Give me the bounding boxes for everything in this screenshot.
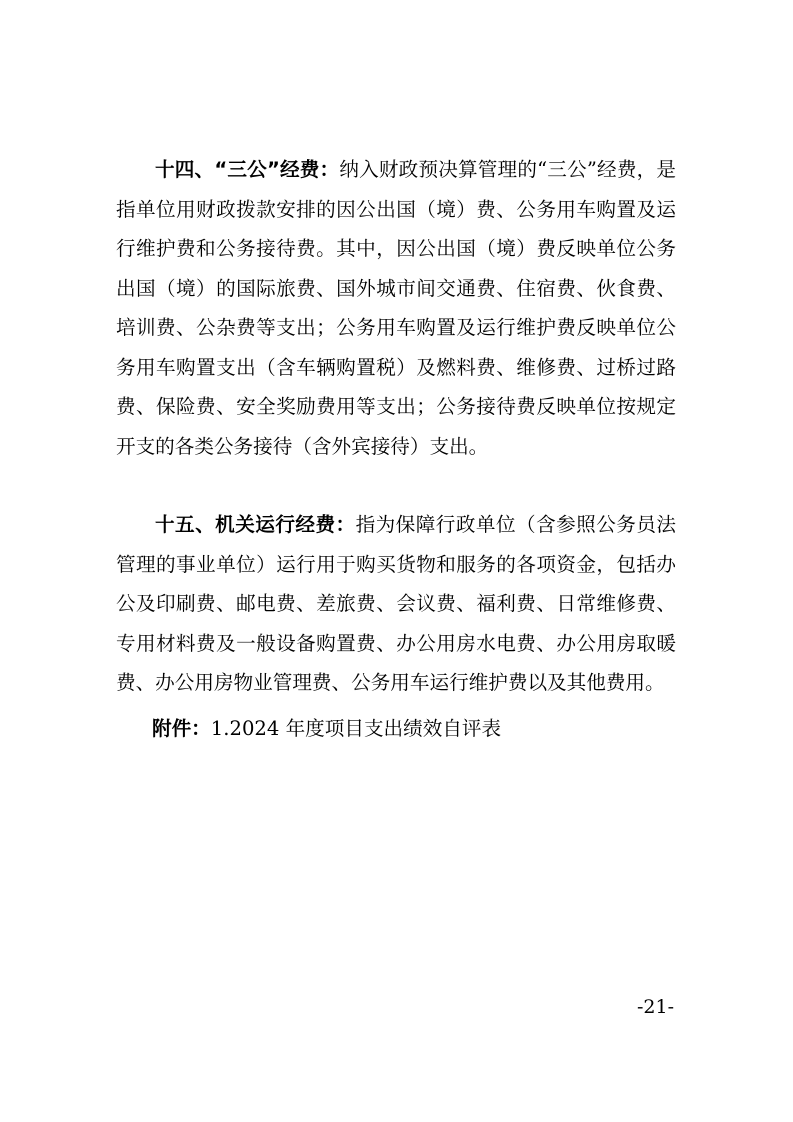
attachment-label: 附件： — [152, 717, 211, 740]
page-number: -21- — [637, 996, 675, 1018]
section-fifteen-heading: 十五、机关运行经费： — [155, 513, 356, 536]
section-fourteen-heading: 十四、“三公”经费： — [155, 158, 340, 181]
section-fifteen-paragraph — [116, 505, 676, 703]
section-fifteen-body: 指为保障行政单位（含参照公务员法管理的事业单位）运行用于购买货物和服务的各项资金，包括办公及印刷费、邮电费、差旅费、会议费、福利费、日常维修费、专用材料费及一般设备购置费、办公用房水电费、办公用房取暖费、办公用房物业管理费、公务用车运行维护费以及其他费用。 — [116, 513, 676, 694]
section-fourteen-body: 纳入财政预决算管理的“三公”经费，是指单位用财政拨款安排的因公出国（境）费、公务用车购置及运行维护费和公务接待费。其中，因公出国（境）费反映单位公务出国（境）的国际旅费、国外城市间交通费、住宿费、伙食费、培训费、公杂费等支出；公务用车购置及运行维护费反映单位公务用车购置支出（含车辆购置税）及燃料费、维修费、过桥过路费、保险费、安全奖励费用等支出；公务接待费反映单位按规定开支的各类公务接待（含外宾接待）支出。 — [116, 158, 676, 458]
attachment-line — [152, 709, 501, 749]
section-fourteen-paragraph — [116, 150, 676, 466]
attachment-item: 1.2024 年度项目支出绩效自评表 — [210, 717, 502, 740]
